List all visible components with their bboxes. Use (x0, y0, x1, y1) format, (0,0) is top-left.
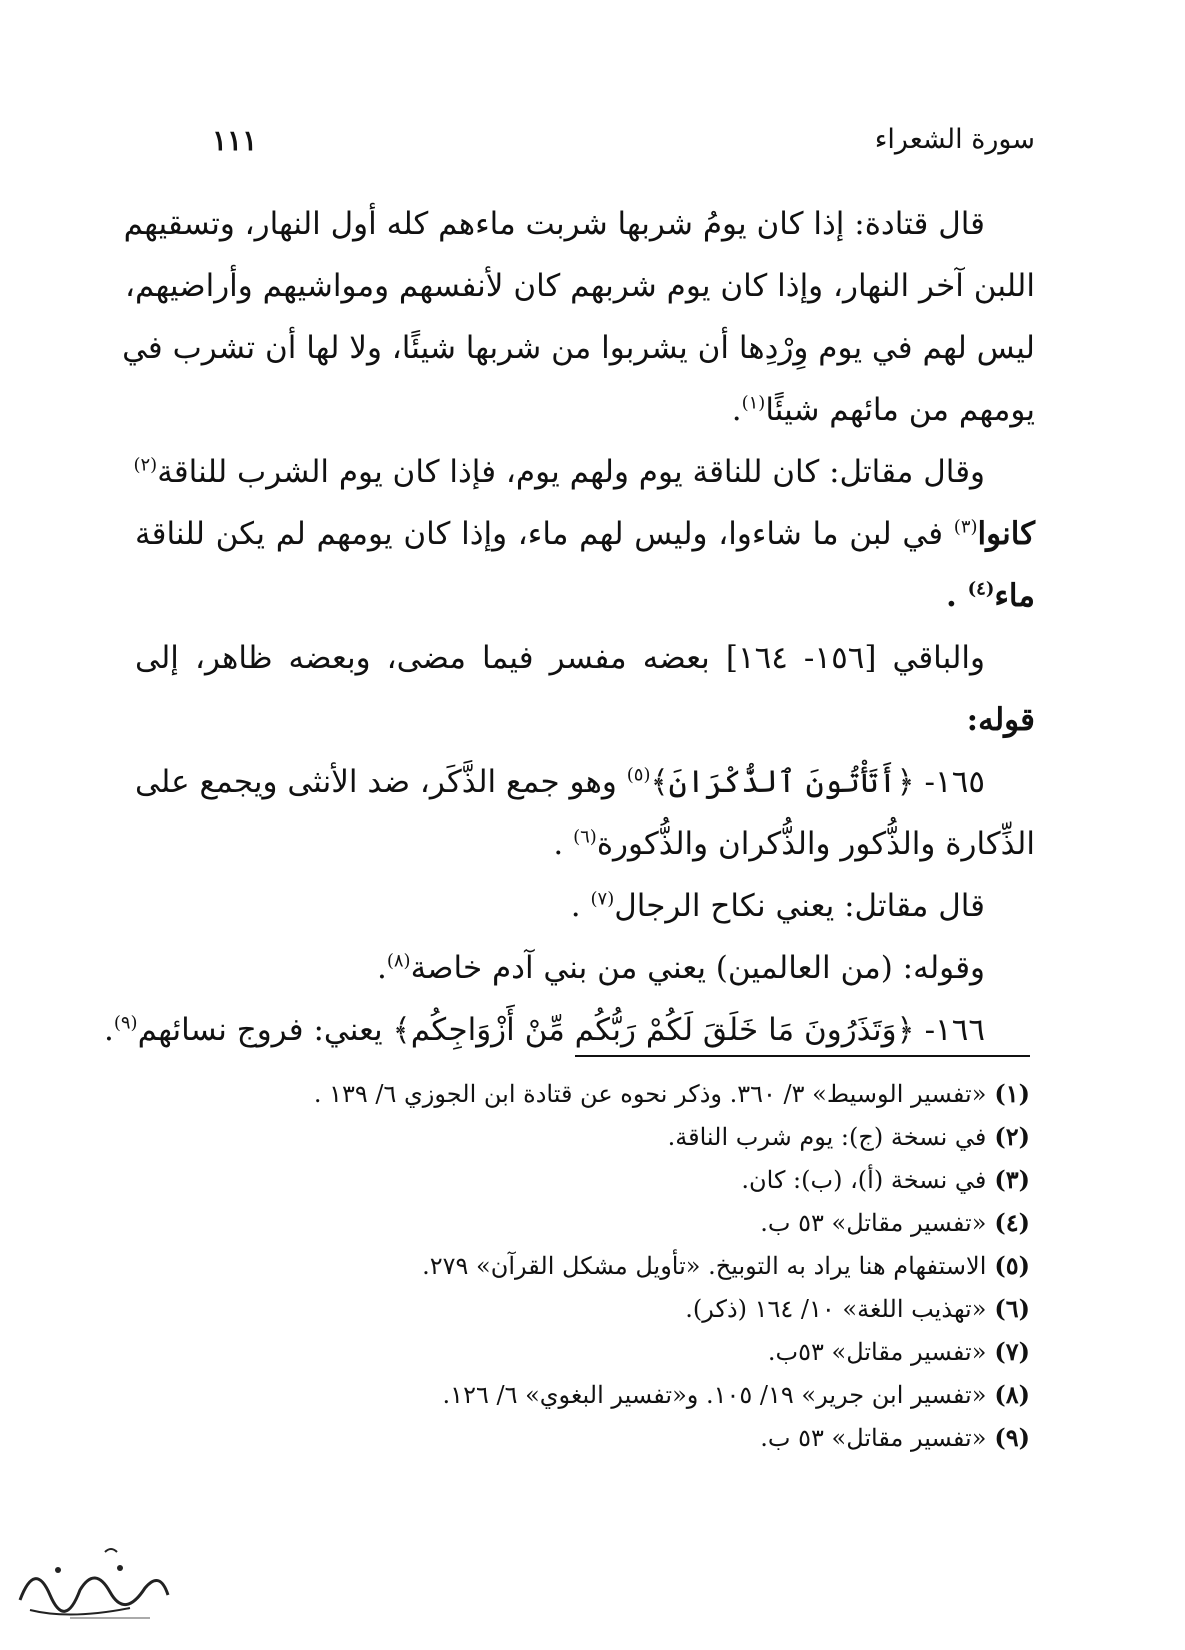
footnote-separator (575, 1055, 1030, 1057)
body-line-8: والباقي [١٥٦- ١٦٤] بعضه مفسر فيما مضى، وبعضه ظاهر، إلى (135, 640, 985, 676)
footnote-9: (٩)«تفسير مقاتل» ٥٣ ب. (760, 1423, 1030, 1452)
footnote-ref: (٨) (386, 950, 411, 972)
body-line-9: قوله: (966, 702, 1035, 738)
calligraphy-logo (10, 1540, 175, 1625)
body-line-11: الذِّكارة والذُّكور والذُّكران والذُّكورة$^{(٦)}$ . (553, 826, 1035, 862)
page-number: ١١١ (212, 124, 258, 157)
body-line-2: اللبن آخر النهار، وإذا كان يوم شربهم كان لأنفسهم ومواشيهم وأراضيهم، (124, 268, 1035, 304)
footnote-ref: (٥) (626, 764, 651, 786)
body-line-5: وقال مقاتل: كان للناقة يوم ولهم يوم، فإذا كان يوم الشرب للناقة$^{(٢)}$ (133, 454, 985, 490)
body-line-6: كانوا$^{(٣)}$ في لبن ما شاءوا، وليس لهم ماء، وإذا كان يومهم لم يكن للناقة (135, 516, 1035, 552)
surah-title: سورة الشعراء (874, 124, 1035, 155)
footnote-ref: (٦) (573, 826, 597, 848)
body-line-10: ١٦٥- ﴿أَتَأْتُونَ ٱلذُّكْرَانَ﴾$^{(٥)}$ وهو جمع الذَّكَر، ضد الأنثى ويجمع على (135, 764, 985, 800)
page-header (150, 118, 1035, 168)
body-line-13: وقوله: (من العالمين) يعني من بني آدم خاصة$^{(٨)}$. (376, 950, 985, 986)
body-line-12: قال مقاتل: يعني نكاح الرجال$^{(٧)}$ . (570, 888, 985, 924)
footnote-4: (٤)«تفسير مقاتل» ٥٣ ب. (760, 1208, 1030, 1237)
footnote-ref: (٣) (953, 516, 978, 538)
footnote-5: (٥)الاستفهام هنا يراد به التوبيخ. «تأويل مشكل القرآن» ٢٧٩. (422, 1251, 1030, 1280)
footnote-3: (٣)في نسخة (أ)، (ب): كان. (741, 1165, 1030, 1194)
footnote-ref: (٧) (590, 888, 615, 910)
body-line-14: ١٦٦- ﴿وَتَذَرُونَ مَا خَلَقَ لَكُمْ رَبُّكُم مِّنْ أَزْوَاجِكُم﴾ يعني: فروج نسائهم$^{(٩)}$. (103, 1012, 985, 1048)
body-line-1: قال قتادة: إذا كان يومُ شربها شربت ماءهم كله أول النهار، وتسقيهم (123, 206, 985, 242)
footnote-ref: (٩) (113, 1012, 138, 1034)
body-line-4: يومهم من مائهم شيئًا$^{(١)}$. (731, 392, 1035, 428)
footnote-6: (٦)«تهذيب اللغة» ١٠/ ١٦٤ (ذكر). (685, 1294, 1030, 1323)
footnote-ref: (٢) (133, 454, 158, 476)
body-line-7: ماء$^{(٤)}$ . (946, 578, 1035, 614)
footnote-7: (٧)«تفسير مقاتل» ٥٣ب. (767, 1337, 1030, 1366)
footnote-1: (١)«تفسير الوسيط» ٣/ ٣٦٠. وذكر نحوه عن قتادة ابن الجوزي ٦/ ١٣٩ . (313, 1079, 1030, 1108)
footnote-ref: (٤) (967, 578, 995, 600)
body-line-3: ليس لهم في يوم وِرْدِها أن يشربوا من شربها شيئًا، ولا لها أن تشرب في (122, 330, 1035, 366)
footnote-ref: (١) (741, 392, 766, 414)
footnote-2: (٢)في نسخة (ج): يوم شرب الناقة. (667, 1122, 1030, 1151)
footnote-8: (٨)«تفسير ابن جرير» ١٩/ ١٠٥. و«تفسير البغوي» ٦/ ١٢٦. (442, 1380, 1030, 1409)
